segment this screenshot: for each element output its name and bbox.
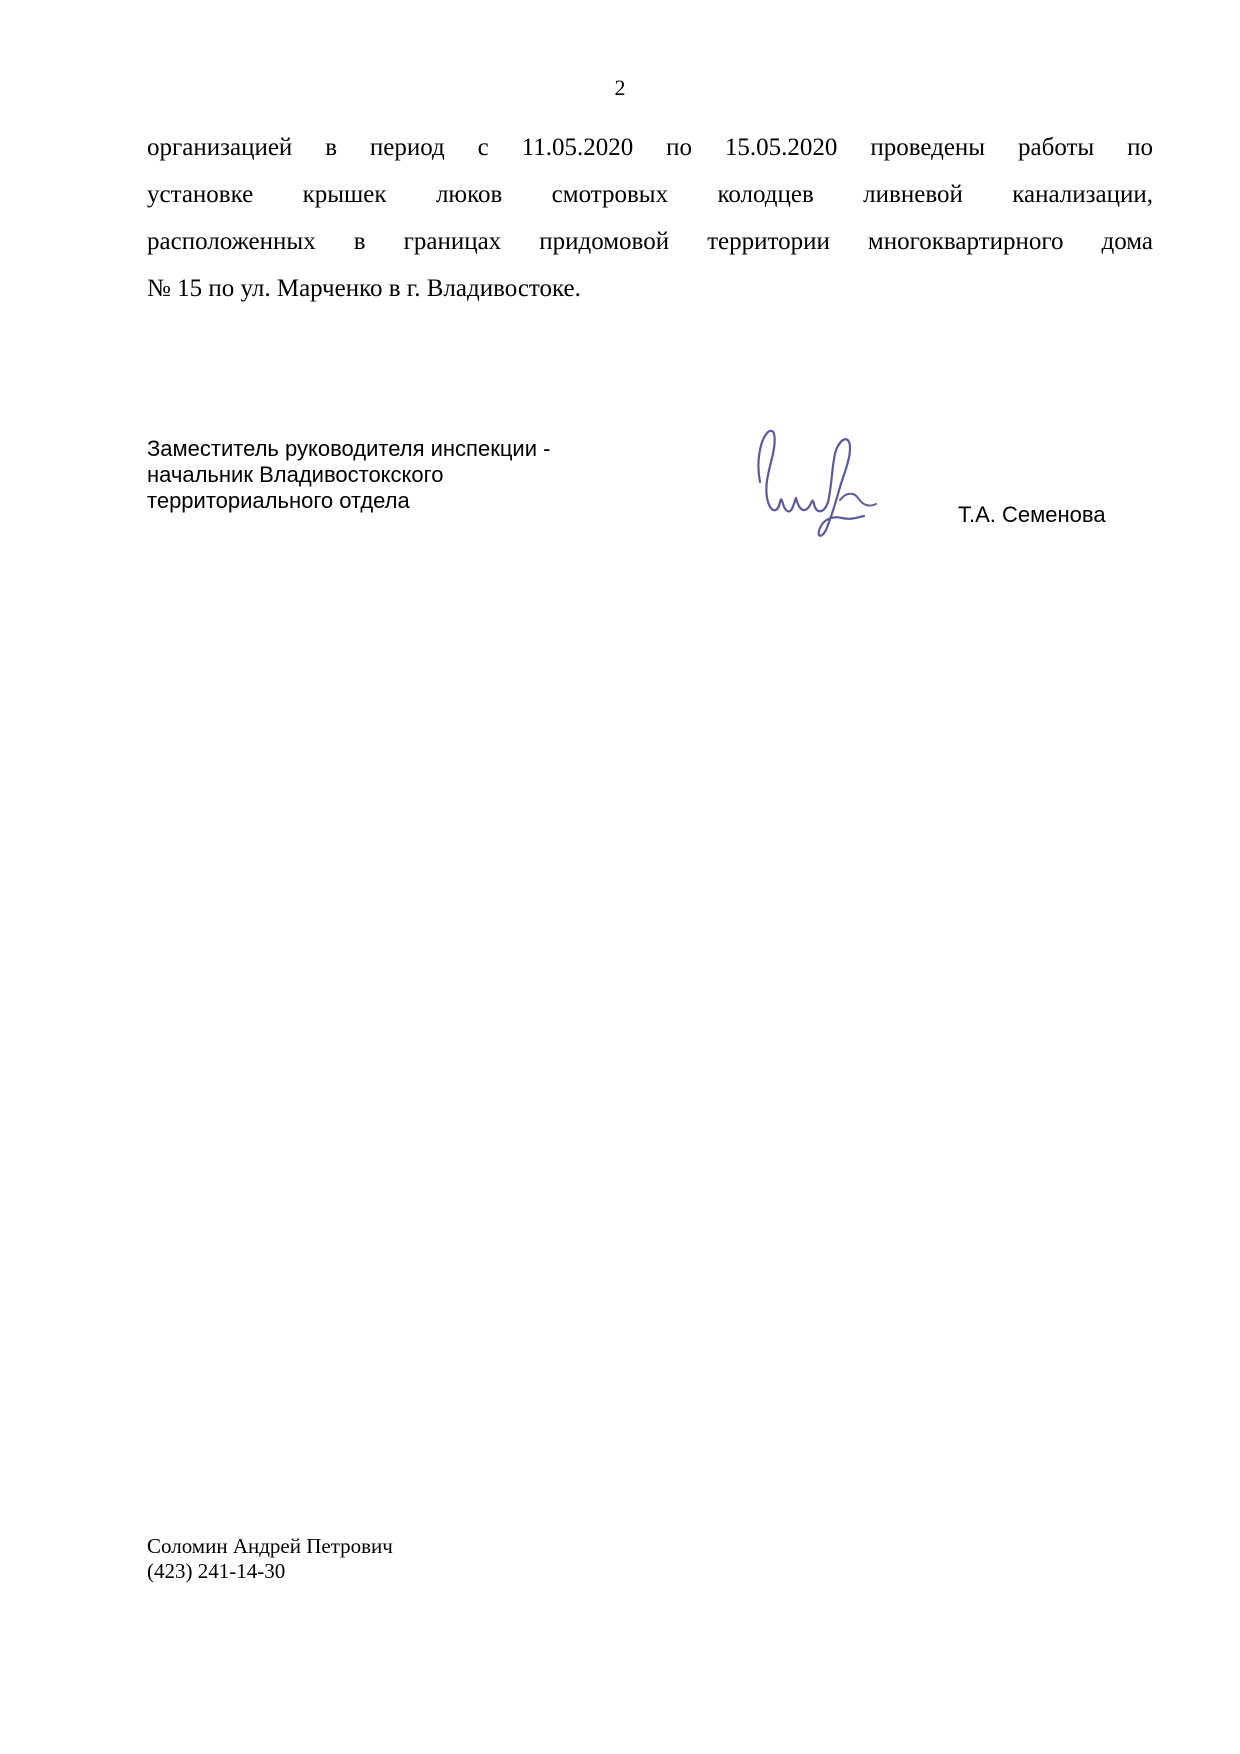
handwritten-signature [746, 422, 886, 552]
signer-title-line: территориального отдела [147, 488, 410, 513]
signer-name: Т.А. Семенова [958, 502, 1106, 527]
page-number: 2 [614, 75, 626, 100]
signer-title-line: начальник Владивостокского [147, 462, 444, 487]
contact-phone: (423) 241-14-30 [147, 1559, 286, 1583]
body-line: № 15 по ул. Марченко в г. Владивостоке. [147, 275, 581, 302]
body-line: установке крышек люков смотровых колодцев ливневой канализации, [147, 181, 1153, 208]
body-line: организацией в период с 11.05.2020 по 15.05.2020 проведены работы по [147, 134, 1153, 161]
contact-name: Соломин Андрей Петрович [147, 1534, 393, 1558]
contact-block [147, 1534, 393, 1584]
body-paragraph [147, 124, 1153, 312]
body-line: расположенных в границах придомовой территории многоквартирного дома [147, 228, 1153, 255]
signer-title [147, 436, 707, 514]
signer-title-line: Заместитель руководителя инспекции - [147, 436, 551, 461]
